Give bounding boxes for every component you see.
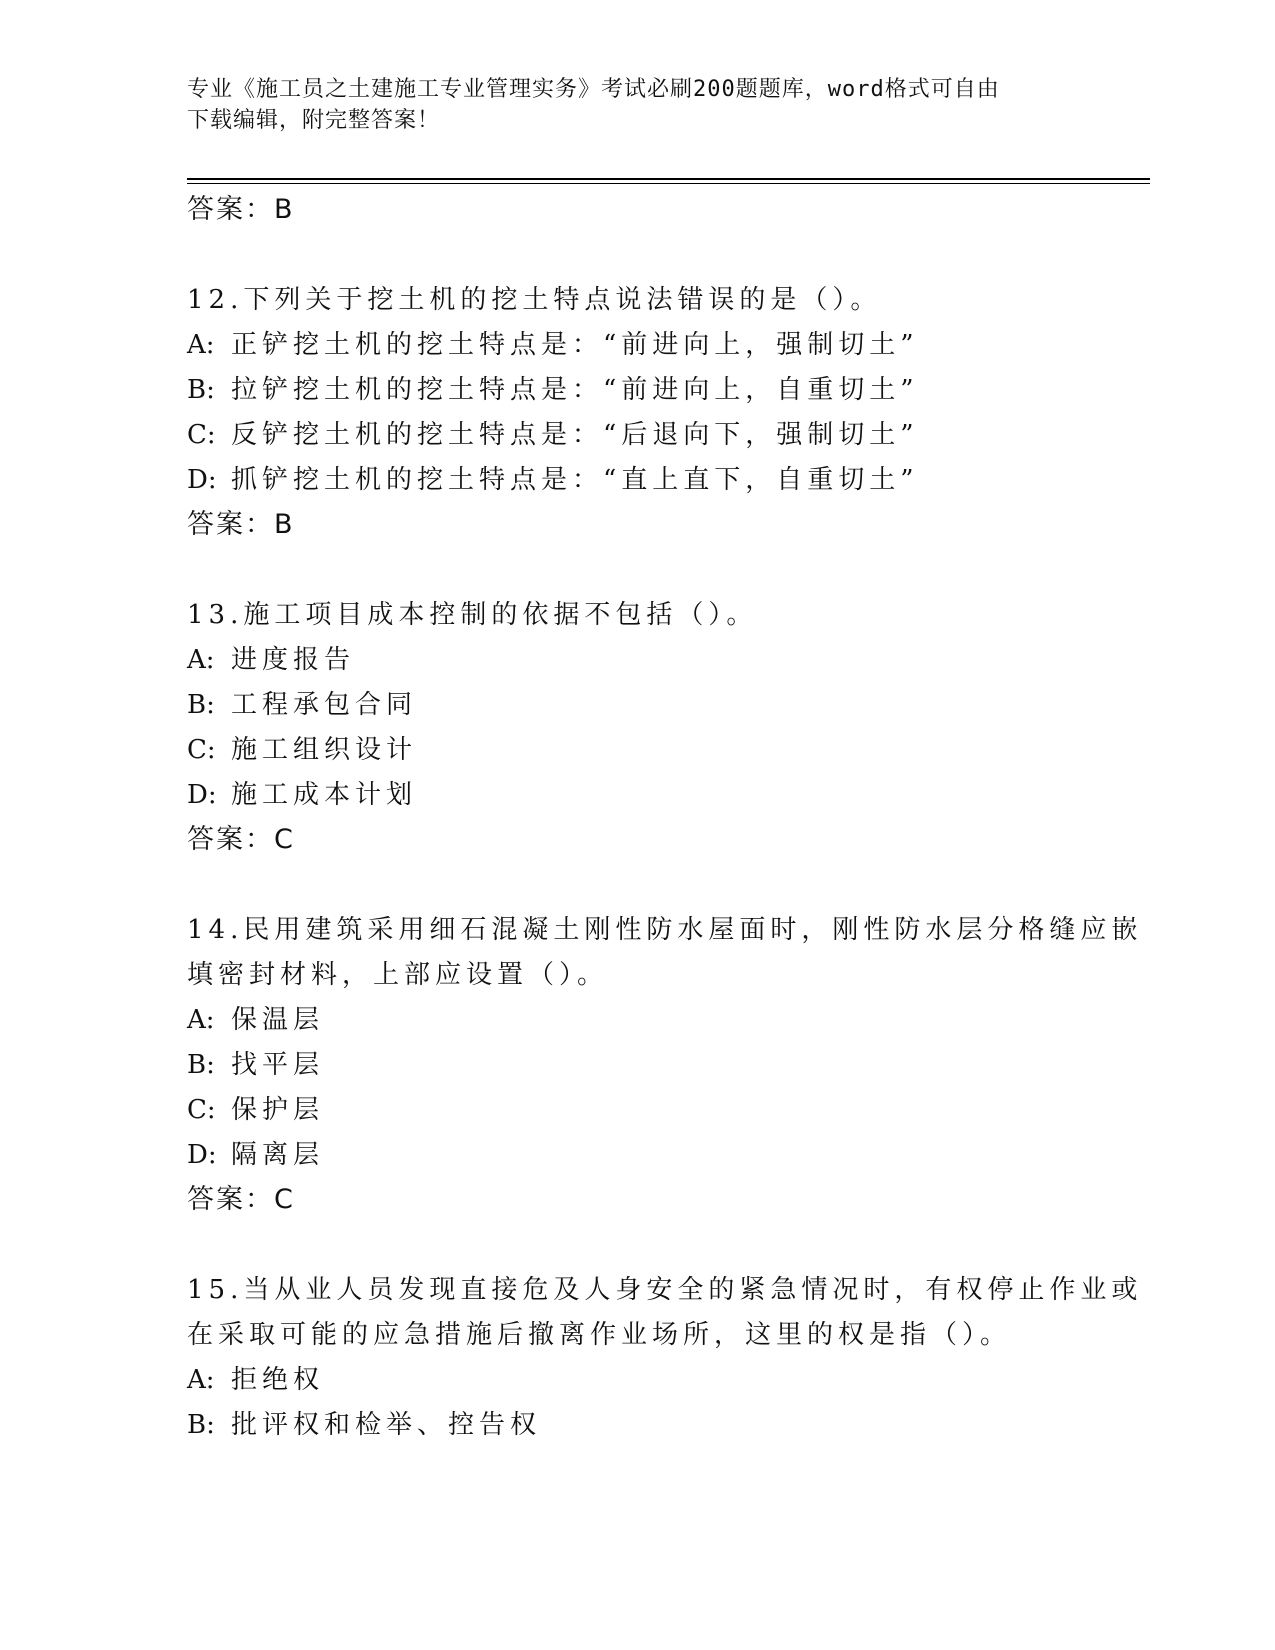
option-item — [187, 1043, 1087, 1088]
header-rule-thin — [187, 183, 1150, 184]
option-text: 拉铲挖土机的挖土特点是：“前进向上，自重切土” — [231, 375, 919, 405]
option-item — [187, 683, 1087, 728]
option-key: C: — [187, 1095, 216, 1125]
option-key: A: — [187, 1005, 215, 1035]
option-item — [187, 458, 1087, 503]
option-key: D: — [187, 780, 217, 810]
option-item — [187, 998, 1087, 1043]
option-key: B: — [187, 690, 215, 720]
answer-line: 答案：B — [187, 194, 295, 225]
option-key: C: — [187, 420, 216, 450]
option-item — [187, 1403, 1087, 1448]
option-text: 隔离层 — [231, 1140, 325, 1170]
document-header — [187, 74, 1087, 136]
option-text: 工程承包合同 — [231, 690, 418, 720]
option-item — [187, 413, 1087, 458]
option-text: 拒绝权 — [231, 1365, 325, 1395]
header-line-2: 下载编辑，附完整答案！ — [187, 108, 441, 133]
option-item — [187, 773, 1087, 818]
option-text: 保温层 — [231, 1005, 325, 1035]
option-item — [187, 1358, 1087, 1403]
option-key: D: — [187, 1140, 217, 1170]
option-text: 施工组织设计 — [231, 735, 418, 765]
option-key: B: — [187, 1410, 215, 1440]
option-item — [187, 728, 1087, 773]
option-text: 正铲挖土机的挖土特点是：“前进向上，强制切土” — [231, 330, 919, 360]
question-stem: 填密封材料，上部应设置（）。 — [187, 960, 609, 990]
option-key: B: — [187, 1050, 215, 1080]
option-key: D: — [187, 465, 217, 495]
option-text: 找平层 — [231, 1050, 325, 1080]
question-block — [187, 908, 1143, 1222]
option-text: 保护层 — [231, 1095, 325, 1125]
question-block — [187, 1268, 1143, 1448]
option-key: A: — [187, 645, 215, 675]
option-text: 批评权和检举、控告权 — [231, 1410, 542, 1440]
option-item — [187, 323, 1087, 368]
option-text: 抓铲挖土机的挖土特点是：“直上直下，自重切土” — [231, 465, 919, 495]
option-item — [187, 368, 1087, 413]
header-line-1: 专业《施工员之土建施工专业管理实务》考试必刷200题题库，word格式可自由 — [187, 77, 1000, 102]
option-item — [187, 638, 1087, 683]
option-key: A: — [187, 1365, 215, 1395]
answer-line: 答案：C — [187, 824, 295, 855]
option-text: 进度报告 — [231, 645, 356, 675]
question-block — [187, 278, 1087, 547]
question-stem: 14.民用建筑采用细石混凝土刚性防水屋面时，刚性防水层分格缝应嵌 — [187, 915, 1143, 945]
option-key: C: — [187, 735, 216, 765]
question-stem: 12.下列关于挖土机的挖土特点说法错误的是（）。 — [187, 285, 882, 315]
option-text: 施工成本计划 — [231, 780, 418, 810]
answer-line: 答案：C — [187, 1184, 295, 1215]
option-key: B: — [187, 375, 215, 405]
header-rule-thick — [187, 178, 1150, 180]
question-block — [187, 593, 1087, 862]
question-stem: 在采取可能的应急措施后撤离作业场所，这里的权是指（）。 — [187, 1320, 1012, 1350]
option-item — [187, 1088, 1087, 1133]
question-stem: 13.施工项目成本控制的依据不包括（）。 — [187, 600, 758, 630]
answer-line: 答案：B — [187, 509, 295, 540]
option-item — [187, 1133, 1087, 1178]
option-key: A: — [187, 330, 215, 360]
question-stem: 15.当从业人员发现直接危及人身安全的紧急情况时，有权停止作业或 — [187, 1275, 1143, 1305]
question-list — [187, 188, 1143, 1448]
option-text: 反铲挖土机的挖土特点是：“后退向下，强制切土” — [231, 420, 919, 450]
